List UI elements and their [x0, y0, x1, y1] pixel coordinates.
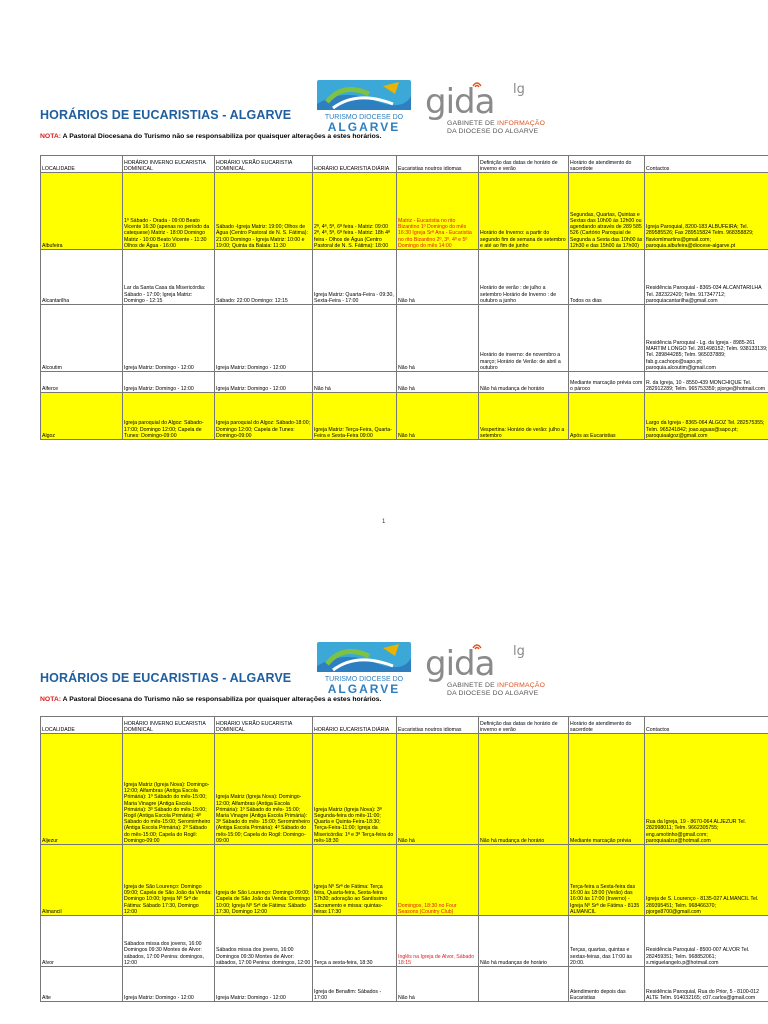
column-header: HORÁRIO EUCARISTIA DIÁRIA	[313, 717, 397, 734]
summer-sunday-cell: Igreja paroquial do Algoz: Sábado-18:00; Domingo 12:00; Capela de Tunes: Domingo-09:00	[215, 393, 313, 440]
column-header: HORÁRIO EUCARISTIA DIÁRIA	[313, 156, 397, 173]
season-dates-cell: Horário de Inverno: a partir do segundo fim de semana de setembro e até ao fim de junho	[479, 173, 569, 250]
schedule-table-page-2	[40, 716, 768, 1002]
gida-logo	[425, 80, 575, 136]
table-row	[41, 250, 768, 305]
column-header: Contactos	[645, 717, 768, 734]
diocese-tourism-logo	[313, 78, 415, 132]
disclaimer-note	[40, 696, 381, 703]
contacts-cell: Igreja Paroquial, 8200-183 ALBUFEIRA; Tel. 289585526; Fax 289515824 Telm. 968358829; flaviomlmartins@gmail.com; paroquia.albufeira@diocese-algarve.pt	[645, 173, 768, 250]
column-header: Contactos	[645, 156, 768, 173]
table-row	[41, 967, 768, 1002]
gida-logo-sup: lg	[513, 82, 525, 97]
gida-logo-sup: lg	[513, 644, 525, 659]
column-header: Horário de atendimento do sacerdote	[569, 717, 645, 734]
logo-line2: ALGARVE	[327, 120, 401, 132]
contacts-cell: Rua da Igreja, 19 - 8670-064 ALJEZUR Tel. 282998011; Telm. 9662305755; eng.amotinho@gmail.com; paroquiaalzur@hotmail.com	[645, 734, 768, 845]
table-row	[41, 173, 768, 250]
note-label: NOTA:	[40, 696, 62, 703]
other-languages-cell: Domingos, 18:30 no Four Seasons (Country Club)	[397, 845, 479, 916]
priest-hours-cell: Terça-feira a Sexta-feira das 16:00 às 18:00 (Verão) das 16:00 às 17:00 (Inverno) - Igreja Nº Srª de Fátima - 8135 ALMANCIL	[569, 845, 645, 916]
note-text: A Pastoral Diocesana do Turismo não se responsabiliza por quaisquer alterações a estes horários.	[61, 696, 382, 703]
winter-sunday-cell: Igreja Matriz: Domingo - 12:00	[123, 967, 215, 1002]
table-row	[41, 845, 768, 916]
disclaimer-note	[40, 133, 381, 140]
signal-icon	[471, 78, 483, 88]
other-languages-cell: Não há	[397, 372, 479, 393]
schedule-table-page-1	[40, 155, 768, 440]
table-row	[41, 305, 768, 372]
season-dates-cell	[479, 967, 569, 1002]
note-text: A Pastoral Diocesana do Turismo não se responsabiliza por quaisquer alterações a estes horários.	[61, 133, 382, 140]
priest-hours-cell: Terças, quartas, quintas e sextas-feiras, das 17:00 às 20:00.	[569, 916, 645, 967]
note-label: NOTA:	[40, 133, 62, 140]
priest-hours-cell: Após as Eucaristias	[569, 393, 645, 440]
column-header: LOCALIDADE	[41, 717, 123, 734]
priest-hours-cell: Todos os dias	[569, 250, 645, 305]
table-row	[41, 734, 768, 845]
column-header: Horário de atendimento do sacerdote	[569, 156, 645, 173]
summer-sunday-cell: Sábados missa dos jovens, 16:00 Domingos 09:30 Montes de Alvor: sábados, 17:00 Penina: domingos, 12:00	[215, 916, 313, 967]
contacts-cell: Largo da Igreja - 8365-064 ALGOZ Tel. 282575355; Telm. 965241842; joao.aguas@sapo.pt; paroquiaalgoz@gmail.com	[645, 393, 768, 440]
column-header: Definição das datas de horário de inverno e verão	[479, 717, 569, 734]
locality-cell: Albufeira	[41, 173, 123, 250]
locality-cell: Alcantarilha	[41, 250, 123, 305]
daily-mass-cell: Não há	[313, 372, 397, 393]
other-languages-cell: Não há	[397, 250, 479, 305]
winter-sunday-cell: Igreja Matriz: Domingo - 12:00	[123, 305, 215, 372]
winter-sunday-cell: Igreja Matriz (Igreja Nova): Domingo-12:00; Alfambras (Antiga Escola Primária): 1º Sábado do mês-15:00; Maria Vinagre (Antiga Escola Primária): 3º Sábado do mês-15:00; Rogil (Antiga Escola Primária): 4º Sábado do mês-15:00; Seromimheiro (Antiga Escola Primária): 2º Sábado do mês-15:00; Capela do Rogil: Domingo-09:00	[123, 734, 215, 845]
winter-sunday-cell: Sábados missa dos jovens, 16:00 Domingos 09:30 Montes de Alvor: sábados, 17:00 Penina: domingos, 12:00	[123, 916, 215, 967]
other-languages-cell: Não há	[397, 967, 479, 1002]
daily-mass-cell: Igreja Nº Srª de Fátima: Terça feira, Quarta-feira, Sexta-feira 17h30; adoração ao Santíssimo Sacramento e missa: quintas-feiras 17:30	[313, 845, 397, 916]
page-title: HORÁRIOS DE EUCARISTIAS - ALGARVE	[40, 108, 292, 122]
daily-mass-cell: Igreja de Benafim: Sábados - 17:00	[313, 967, 397, 1002]
column-header: Definição das datas de horário de inverno e verão	[479, 156, 569, 173]
table-header-row	[41, 717, 768, 734]
season-dates-cell: Vespertina: Horário de verão: julho a setembro	[479, 393, 569, 440]
gida-logo-word: gida	[425, 644, 495, 684]
season-dates-cell: Não há mudanças de horário	[479, 916, 569, 967]
winter-sunday-cell: Igreja paroquial do Algoz: Sábado-17:00; Domingo 12:00; Capela de Tunes: Domingo-09:00	[123, 393, 215, 440]
season-dates-cell: Não há mudança de horário	[479, 372, 569, 393]
contacts-cell: Residência Paroquial, Rua do Prior, 5 - 8100-012 ALTE Telm. 914032165; c07.carlos@gmail.com	[645, 967, 768, 1002]
logo-line1: TURISMO DIOCESE DO	[324, 114, 404, 121]
locality-cell: Algoz	[41, 393, 123, 440]
winter-sunday-cell: Igreja Matriz: Domingo - 12:00	[123, 372, 215, 393]
daily-mass-cell: 2ª, 4ª, 5ª, 6ª feira - Matriz: 09:00 2ª, 4ª, 5ª, 6ª feira - Matriz: 18h 4ª feira - Olhos de Água (Centro Pastoral de N. S. Fátima): 18:00	[313, 173, 397, 250]
winter-sunday-cell: Lar da Santa Casa da Misericórdia: Sábado - 17:00; Igreja Matriz: Domingo - 12:15	[123, 250, 215, 305]
priest-hours-cell: Mediante marcação prévia com o pároco	[569, 372, 645, 393]
locality-cell: Aljezur	[41, 734, 123, 845]
locality-cell: Alte	[41, 967, 123, 1002]
table-row	[41, 916, 768, 967]
locality-cell: Alcoutim	[41, 305, 123, 372]
other-languages-cell: Inglês na Igreja de Alvor, Sábado 18:15	[397, 916, 479, 967]
summer-sunday-cell: Igreja Matriz: Domingo - 12:00	[215, 967, 313, 1002]
season-dates-cell: Horário de verão : de julho a setembro Horário de Inverno : de outubro a junho	[479, 250, 569, 305]
season-dates-cell	[479, 845, 569, 916]
daily-mass-cell: Igreja Matriz: Terça-Feira, Quarta-Feira e Sexta-Feira 09:00	[313, 393, 397, 440]
column-header: LOCALIDADE	[41, 156, 123, 173]
column-header: HORÁRIO VERÃO EUCARISTIA DOMINICAL	[215, 717, 313, 734]
summer-sunday-cell: Sábado -Igreja Matriz: 19:00; Olhos de Água (Centro Pastoral de N. S. Fátima): 21:00 Domingo - Igreja Matriz: 10:00 e 19:00; Quinta da Balaia: 11:30	[215, 173, 313, 250]
summer-sunday-cell: Igreja Matriz: Domingo - 12:00	[215, 305, 313, 372]
season-dates-cell: Não há mudança de horário	[479, 734, 569, 845]
logo-line2: ALGARVE	[327, 682, 401, 694]
other-languages-cell: Não há	[397, 734, 479, 845]
priest-hours-cell: Segundas, Quartas, Quintas e Sextas das 10h00 às 12h00 ou agendando através de 289 585 526 (Cartório Paroquial de Segunda a Sexta das 10h00 às 12h30 e das 15h00 às 17h00)	[569, 173, 645, 250]
summer-sunday-cell: Igreja Matriz (Igreja Nova): Domingo-12:00; Alfambras (Antiga Escola Primária): 1º Sábado do mês- 15:00; Maria Vinagre (Antiga Escola Primária): 3º Sábado do mês- 15:00; Seromimheiro (Antiga Escola Primária): 4º Sábado do mês-15:00; Capela do Rogil: Domingo-09:00	[215, 734, 313, 845]
column-header: Eucaristias noutros idiomas	[397, 156, 479, 173]
gida-logo	[425, 642, 575, 698]
other-languages-cell: Não há	[397, 305, 479, 372]
diocese-tourism-logo	[313, 640, 415, 694]
priest-hours-cell	[569, 305, 645, 372]
signal-icon	[471, 640, 483, 650]
locality-cell: Alvor	[41, 916, 123, 967]
priest-hours-cell: Mediante marcação prévia	[569, 734, 645, 845]
column-header: Eucaristias noutros idiomas	[397, 717, 479, 734]
summer-sunday-cell: Sábado: 22:00 Domingo: 12:15	[215, 250, 313, 305]
gida-logo-line2: DA DIOCESE DO ALGARVE	[447, 128, 539, 135]
column-header: HORÁRIO INVERNO EUCARISTIA DOMINICAL	[123, 156, 215, 173]
gida-logo-line1: GABINETE DE INFORMAÇÃO	[447, 120, 546, 127]
winter-sunday-cell: Igreja de São Lourenço: Domingo 09:00; Capela de São João da Venda: Domingo 10:00; Igreja Nº Srª de Fátima: Sábado 17:30, Domingo 12:00	[123, 845, 215, 916]
daily-mass-cell: Terça a sexta-feira, 18:30	[313, 916, 397, 967]
contacts-cell: Residência Paroquial - Lg. da Igreja - 8985-261 MARTIM LONGO Tel. 281498152; Telm. 938133139; Tel. 289844285; Telm. 965037889; fab.g.cachopo@sapo.pt; paroquia.alcoutim@gmail.com	[645, 305, 768, 372]
locality-cell: Almancil	[41, 845, 123, 916]
locality-cell: Alferce	[41, 372, 123, 393]
daily-mass-cell: Igreja Matriz: Quarta-Feira - 09:30, Sexta-Feira - 17:00	[313, 250, 397, 305]
season-dates-cell: Horário de inverno: de novembro a março; Horário de Verão: de abril a outubro	[479, 305, 569, 372]
contacts-cell: Residência Paroquial - 8500-007 ALVOR Tel. 282459351; Telm. 968852061; s.miguelangelo.p@hotmail.com	[645, 916, 768, 967]
table-header-row	[41, 156, 768, 173]
logo-line1: TURISMO DIOCESE DO	[324, 676, 404, 683]
page-number: 1	[382, 519, 386, 525]
contacts-cell: Residência Paroquial - 8365-034 ALCANTARILHA Tel. 282322420; Telm. 917347712; paroquiacantarilha@gmail.com	[645, 250, 768, 305]
gida-logo-word: gida	[425, 82, 495, 122]
winter-sunday-cell: 1º Sábado - Orada - 09:00 Beato Vicente 16:30 (apenas no período da catequese) Matriz - 18:00 Domingo Matriz - 10:00 Beato Vicente - 11:30 Olhos de Água - 16:00	[123, 173, 215, 250]
column-header: HORÁRIO VERÃO EUCARISTIA DOMINICAL	[215, 156, 313, 173]
table-row	[41, 372, 768, 393]
contacts-cell: R. da Igreja, 10 - 8550-439 MONCHIQUE Tel. 282912289; Telm. 965753359; pjorge@hotmail.com	[645, 372, 768, 393]
gida-logo-line2: DA DIOCESE DO ALGARVE	[447, 690, 539, 697]
gida-logo-line1: GABINETE DE INFORMAÇÃO	[447, 682, 546, 689]
contacts-cell: Igreja de S. Lourenço - 8135-027 ALMANCIL Tel. 289395451; Telm. 968466370; pjorge8700@gmail.com	[645, 845, 768, 916]
summer-sunday-cell: Igreja Matriz: Domingo - 12:00	[215, 372, 313, 393]
priest-hours-cell: Atendimento depois das Eucaristias	[569, 967, 645, 1002]
summer-sunday-cell: Igreja de São Lourenço: Domingo 09:00; Capela de São João da Venda: Domingo 10:00; Igreja Nº Srª de Fátima: Sábado 17:30, Domingo 12:00	[215, 845, 313, 916]
document-page-2	[0, 550, 768, 1024]
daily-mass-cell	[313, 305, 397, 372]
page-title: HORÁRIOS DE EUCARISTIAS - ALGARVE	[40, 671, 292, 685]
table-row	[41, 393, 768, 440]
other-languages-cell: Não há	[397, 393, 479, 440]
column-header: HORÁRIO INVERNO EUCARISTIA DOMINICAL	[123, 717, 215, 734]
daily-mass-cell: Igreja Matriz (Igreja Nova): 3ª Segunda-feira do mês-11:00; Quarta e Quinta-Feira-18:30; Terça-Feira-11:00; Igreja da Misericórdia: 1ª e 3ª Terça-feira do mês-18:30	[313, 734, 397, 845]
other-languages-cell: Matriz - Eucaristia no rito Bizantino 1º Domingo do mês 16:30 Igreja Srª Ana - Eucaristia no rito Bizantino 2º, 3º, 4º e 5º Domingo do mês 14:00	[397, 173, 479, 250]
